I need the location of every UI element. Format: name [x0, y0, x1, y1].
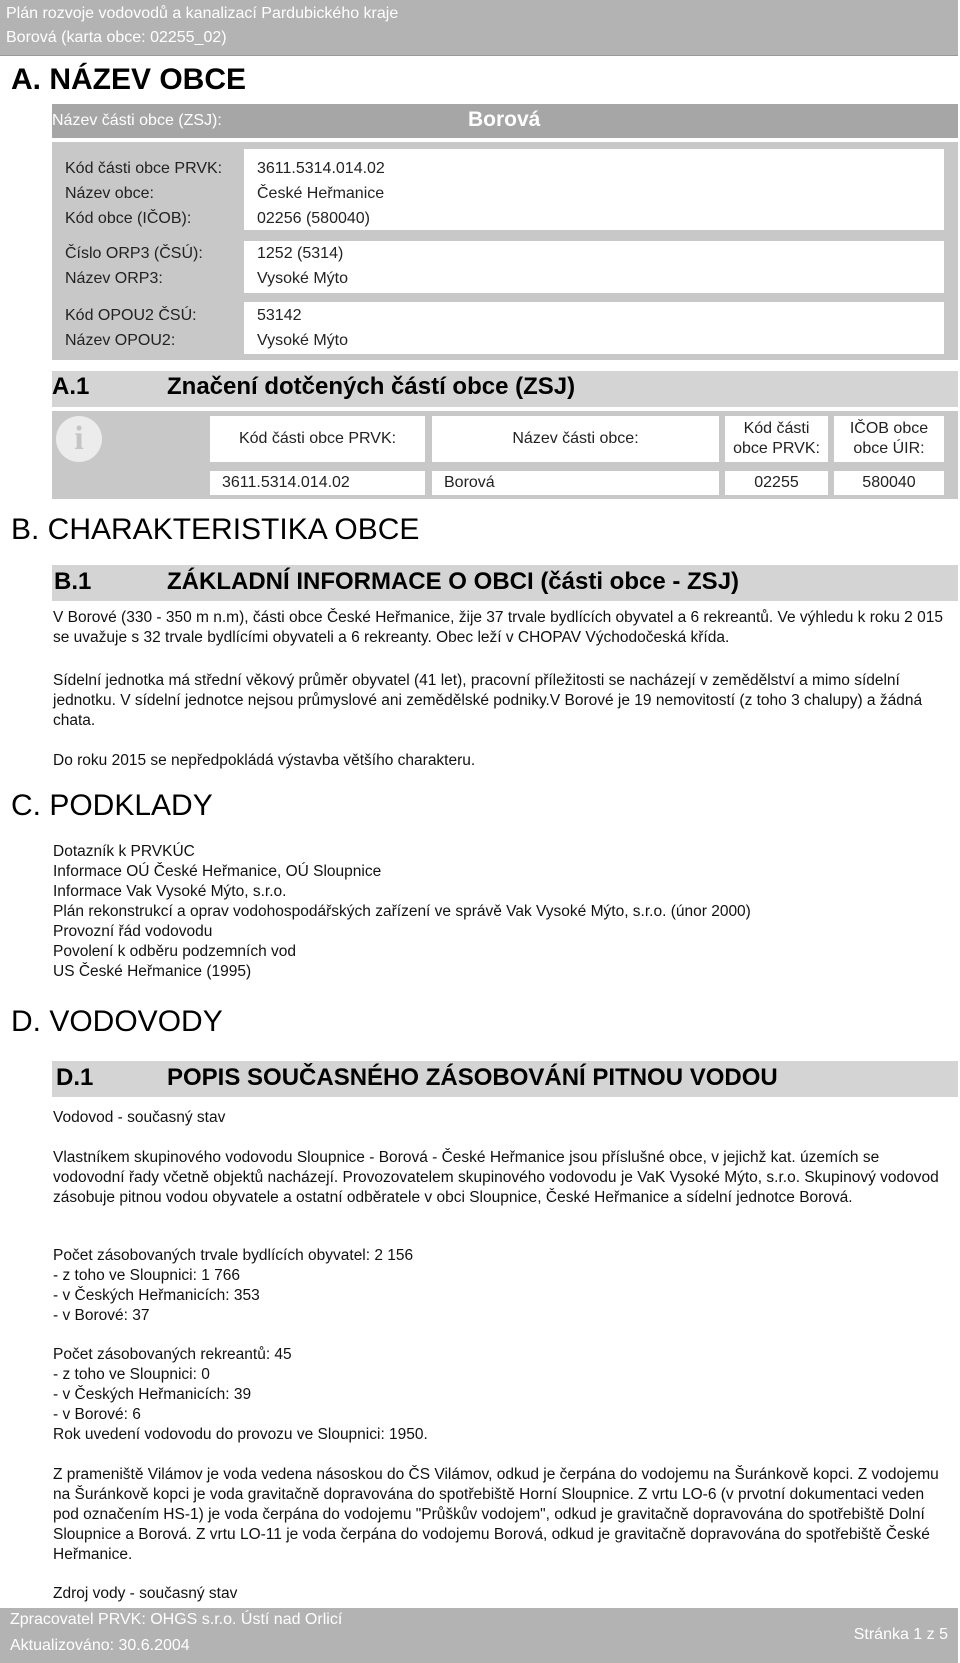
zsj-name-value: Borová: [468, 108, 541, 131]
info-icon: i: [56, 416, 102, 462]
cell-kod-casti-2: 02255: [725, 471, 828, 495]
population-line: - v Borové: 37: [53, 1307, 150, 1324]
section-b-heading: B. CHARAKTERISTIKA OBCE: [11, 513, 420, 546]
section-a1-header: [52, 371, 958, 407]
section-d1-subheading-2: Zdroj vody - současný stav: [53, 1585, 238, 1602]
population-line: - z toho ve Sloupnici: 1 766: [53, 1267, 240, 1284]
document-title: Plán rozvoje vodovodů a kanalizací Pardubického kraje: [6, 5, 399, 22]
section-d1-subheading: Vodovod - současný stav: [53, 1109, 226, 1126]
section-a-heading: A. NÁZEV OBCE: [11, 63, 247, 96]
population-line: Počet zásobovaných trvale bydlících obyvatel: 2 156: [53, 1247, 414, 1264]
recreants-line: - z toho ve Sloupnici: 0: [53, 1366, 210, 1383]
zsj-name-bar: [52, 104, 958, 138]
source-item: US České Heřmanice (1995): [53, 963, 252, 980]
col-header-kod-casti-2: Kód části obce PRVK:: [725, 416, 828, 462]
section-a1-title: Značení dotčených částí obce (ZSJ): [167, 373, 576, 400]
section-d-heading: D. VODOVODY: [11, 1005, 223, 1038]
population-line: - v Českých Heřmanicích: 353: [53, 1287, 260, 1304]
source-item: Informace Vak Vysoké Mýto, s.r.o.: [53, 883, 287, 900]
col-header-icob: IČOB obce obce ÚIR:: [834, 416, 944, 462]
section-b1-title: ZÁKLADNÍ INFORMACE O OBCI (části obce - ZSJ): [167, 568, 740, 595]
value-cislo-orp3: 1252 (5314): [257, 245, 344, 262]
source-item: Informace OÚ České Heřmanice, OÚ Sloupnice: [53, 863, 382, 880]
recreants-line: Počet zásobovaných rekreantů: 45: [53, 1346, 292, 1363]
recreants-line: Rok uvedení vodovodu do provozu ve Sloupnici: 1950.: [53, 1426, 428, 1443]
document-header: [0, 0, 958, 56]
cell-nazev-casti: Borová: [432, 471, 719, 495]
section-d1-paragraph-1: Vlastníkem skupinového vodovodu Sloupnice - Borová - České Heřmanice jsou příslušné obce, v jejichž kat. územích se vodovodní řady včetně objektů nacházejí. Provozovatelem skupinového vodovodu je VaK Vysoké Mýto, s.r.o. Skupinový vodovod zásobuje pitnou vodou obyvatele a ostatní odběratele v obci Sloupnice, České Heřmanice a sídelní jednotce Borová.: [53, 1149, 939, 1206]
footer-updated: Aktualizováno: 30.6.2004: [10, 1637, 190, 1654]
value-nazev-orp3: Vysoké Mýto: [257, 270, 348, 287]
document-footer: [0, 1608, 958, 1663]
source-item: Dotazník k PRVKÚC: [53, 843, 195, 860]
recreants-line: - v Českých Heřmanicích: 39: [53, 1386, 252, 1403]
cell-icob: 580040: [834, 471, 944, 495]
section-d1-paragraph-2: Z prameniště Vilámov je voda vedena násoskou do ČS Vilámov, odkud je čerpána do vodojemu na Šuránkově kopci. Z vodojemu na Šuránkově kopci je voda gravitačně dopravována do spotřebiště Horní Sloupnice. Z vrtu LO-6 (v prvotní dokumentaci veden pod označením HS-1) je voda čerpána do vodojemu "Průškův vodojem", odkud je gravitačně dopravována do spotřebiště Dolní Sloupnice a Borová. Z vrtu LO-11 je voda čerpána do vodojemu Borová, odkud je gravitačně dopravována do spotřebiště České Heřmanice.: [53, 1466, 939, 1563]
section-d1-title: POPIS SOUČASNÉHO ZÁSOBOVÁNÍ PITNOU VODOU: [167, 1064, 778, 1091]
label-cislo-orp3: Číslo ORP3 (ČSÚ):: [65, 245, 203, 262]
section-b1-paragraph-3: Do roku 2015 se nepředpokládá výstavba většího charakteru.: [53, 752, 476, 769]
section-d1-header: [52, 1061, 958, 1097]
value-kod-casti: 3611.5314.014.02: [257, 160, 385, 177]
section-b1-paragraph-1: V Borové (330 - 350 m n.m), části obce České Heřmanice, žije 37 trvale bydlících obyvatel a 6 rekreantů. Ve výhledu k roku 2 015 se uvažuje s 32 trvale bydlícími obyvateli a 6 rekreanty. Obec leží v CHOPAV Východočeská křída.: [53, 609, 943, 646]
cell-kod-casti: 3611.5314.014.02: [210, 471, 425, 495]
footer-page-number: Stránka 1 z 5: [853, 1626, 948, 1643]
label-nazev-orp3: Název ORP3:: [65, 270, 163, 287]
section-b1-paragraph-2: Sídelní jednotka má střední věkový průměr obyvatel (41 let), pracovní příležitosti se nacházejí v zemědělství a mimo sídelní jednotku. V sídelní jednotce nejsou průmyslové ani zemědělské podniky.V Borové je 19 nemovitostí (z toho 3 chalupy) a žádná chata.: [53, 672, 923, 729]
value-kod-opou2: 53142: [257, 307, 302, 324]
value-kod-obce: 02256 (580040): [257, 210, 370, 227]
label-kod-opou2: Kód OPOU2 ČSÚ:: [65, 307, 197, 324]
section-b1-header: [52, 565, 958, 601]
value-nazev-opou2: Vysoké Mýto: [257, 332, 348, 349]
section-d1-number: D.1: [56, 1064, 94, 1091]
section-b1-number: B.1: [54, 568, 92, 595]
footer-author: Zpracovatel PRVK: OHGS s.r.o. Ústí nad Orlicí: [10, 1611, 343, 1628]
group2-box: [244, 241, 944, 293]
recreants-line: - v Borové: 6: [53, 1406, 141, 1423]
section-c-heading: C. PODKLADY: [11, 789, 213, 822]
label-nazev-opou2: Název OPOU2:: [65, 332, 176, 349]
group3-box: [244, 302, 944, 354]
col-header-nazev-casti: Název části obce:: [432, 416, 719, 462]
label-kod-obce: Kód obce (IČOB):: [65, 210, 192, 227]
document-subtitle: Borová (karta obce: 02255_02): [6, 29, 227, 46]
zsj-name-label: Název části obce (ZSJ):: [52, 112, 222, 129]
label-kod-casti: Kód části obce PRVK:: [65, 160, 223, 177]
label-nazev-obce: Název obce:: [65, 185, 154, 202]
section-a1-number: A.1: [52, 373, 90, 400]
value-nazev-obce: České Heřmanice: [257, 185, 385, 202]
source-item: Povolení k odběru podzemních vod: [53, 943, 296, 960]
source-item: Provozní řád vodovodu: [53, 923, 213, 940]
col-header-kod-casti: Kód části obce PRVK:: [210, 416, 425, 462]
source-item: Plán rekonstrukcí a oprav vodohospodářských zařízení ve správě Vak Vysoké Mýto, s.r.o. (únor 2000): [53, 903, 751, 920]
